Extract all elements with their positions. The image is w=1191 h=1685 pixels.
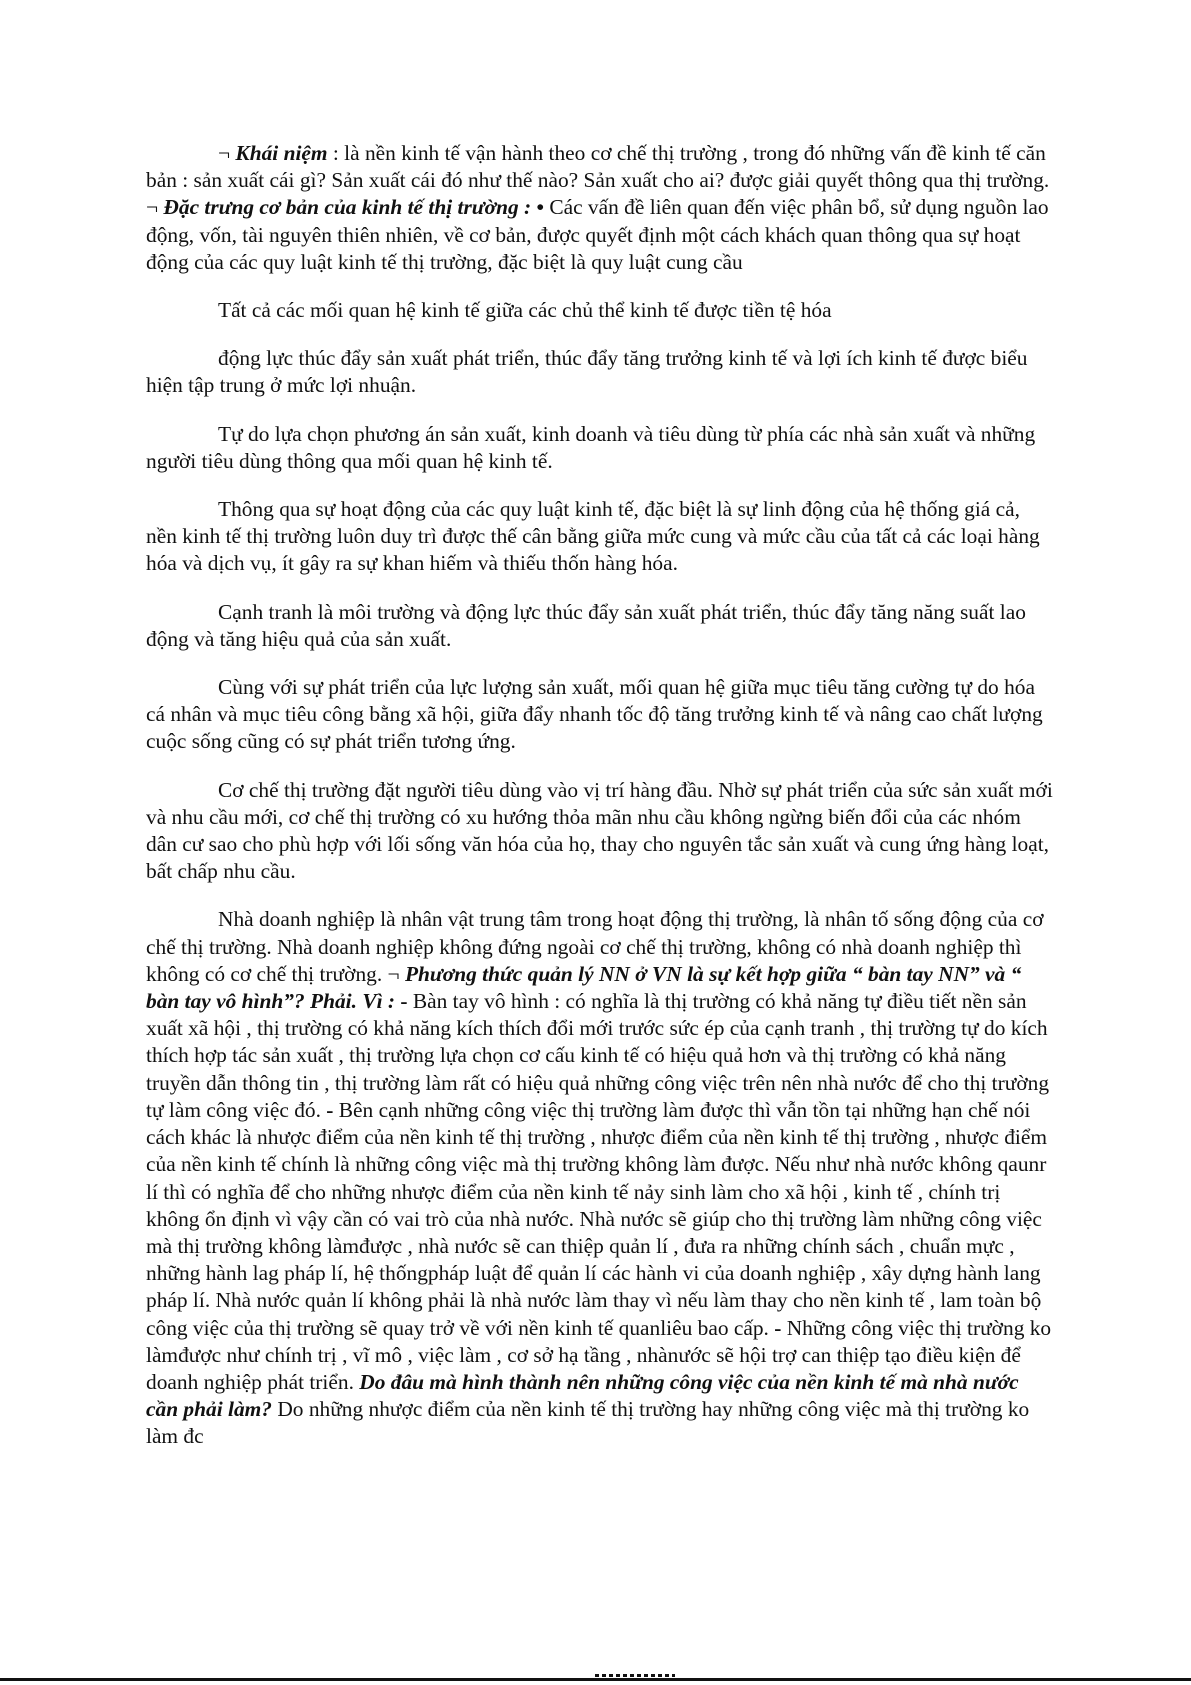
paragraph-7 xyxy=(146,674,1054,756)
document-body xyxy=(146,140,1054,1472)
page-break-mark xyxy=(595,1674,675,1677)
paragraph-4 xyxy=(146,421,1054,475)
text-run: Các vấn đề liên quan đến việc phân bổ, sử dụng nguồn lao động, vốn, tài nguyên thiên nhiên, về cơ bản, được quyết định một cách khách quan thông qua sự hoạt động của các quy luật kinh tế thị trường, đặc biệt là quy luật cung cầu xyxy=(146,195,1049,274)
bullet-mark: • xyxy=(531,195,550,220)
paragraph-2 xyxy=(146,297,1054,324)
text-run: : là nền kinh tế vận hành theo cơ chế thị trường , trong đó những vấn đề kinh tế căn bản : sản xuất cái gì? Sản xuất cái đó như thế nào? Sản xuất cho ai? được giải quyết thông qua thị trường. ¬ xyxy=(146,141,1050,220)
dash-mark: - xyxy=(320,1097,339,1122)
paragraph-3 xyxy=(146,345,1054,399)
text-run: Do những nhược điểm của nền kinh tế thị trường hay những công việc mà thị trường ko làm đc xyxy=(146,1397,1030,1449)
text-run: Bàn tay vô hình : có nghĩa là thị trường có khả năng tự điều tiết nền sản xuất xã hội , thị trường có khả năng kích thích đổi mới trước sức ép của cạnh tranh , thị trường tự do kích thích hợp tác sản xuất , thị trường lựa chọn cơ cấu kinh tế có hiệu quả hơn và thị trường có khả năng truyền dẫn thông tin , thị trường làm rất có hiệu quả những công việc trên nên nhà nước để cho thị trường tự làm công việc đó. xyxy=(146,989,1050,1122)
text-run: động lực thúc đẩy sản xuất phát triển, thúc đẩy tăng trưởng kinh tế và lợi ích kinh tế được biểu hiện tập trung ở mức lợi nhuận. xyxy=(146,346,1028,398)
text-run: Cơ chế thị trường đặt người tiêu dùng vào vị trí hàng đầu. Nhờ sự phát triển của sức sản xuất mới và nhu cầu mới, cơ chế thị trường có xu hướng thỏa mãn nhu cầu không ngừng biến đổi của các nhóm dân cư sao cho phù hợp với lối sống văn hóa của họ, thay cho nguyên tắc sản xuất và cung ứng hàng loạt, bất chấp nhu cầu. xyxy=(146,777,1053,884)
text-run: Cạnh tranh là môi trường và động lực thúc đẩy sản xuất phát triển, thúc đẩy tăng năng suất lao động và tăng hiệu quả của sản xuất. xyxy=(146,599,1026,651)
dash-mark: - xyxy=(768,1315,787,1340)
text-run: Cùng với sự phát triển của lực lượng sản xuất, mối quan hệ giữa mục tiêu tăng cường tự do hóa cá nhân và mục tiêu công bằng xã hội, giữa đẩy nhanh tốc độ tăng trưởng kinh tế và nâng cao chất lượng cuộc sống cũng có sự phát triển tương ứng. xyxy=(146,675,1043,754)
heading-do-dau: Do đâu mà hình thành nên những công việc của nền kinh tế mà nhà nước cần phải làm? xyxy=(146,1369,1019,1422)
text-run: ¬ xyxy=(218,141,236,165)
text-run: Nhà doanh nghiệp là nhân vật trung tâm trong hoạt động thị trường, là nhân tố sống động của cơ chế thị trường. Nhà doanh nghiệp không đứng ngoài cơ chế thị trường, không có nhà doanh nghiệp thì không có cơ chế thị trường. ¬ xyxy=(146,907,1044,986)
text-run: Bên cạnh những công việc thị trường làm được thì vẫn tồn tại những hạn chế nói cách khác là nhược điểm của nền kinh tế thị trường , nhược điểm của nền kinh tế thị trường , nhược điểm của nền kinh tế chính là những công việc mà thị trường không làm được. Nếu như nhà nước không qaunr lí thì có nghĩa để cho những nhược điểm của nền kinh tế nảy sinh làm cho xã hội , kinh tế , chính trị không ổn định vì vậy cần có vai trò của nhà nước. Nhà nước sẽ giúp cho thị trường làm những công việc mà thị trường không làmđược , nhà nước sẽ can thiệp quản lí , đưa ra những chính sách , chuẩn mực , những hành lag pháp lí, hệ thốngpháp luật để quản lí các hành vi của doanh nghiệp , xây dựng hành lang pháp lí. Nhà nước quản lí không phải là nhà nước làm thay vì nếu làm thay cho nền kinh tế , lam toàn bộ công việc của thị trường sẽ quay trở về với nền kinh tế quanliêu bao cấp. xyxy=(146,1097,1047,1340)
text-run: Tự do lựa chọn phương án sản xuất, kinh doanh và tiêu dùng từ phía các nhà sản xuất và những người tiêu dùng thông qua mối quan hệ kinh tế. xyxy=(146,421,1036,473)
page-bottom-rule xyxy=(0,1678,1191,1681)
paragraph-8 xyxy=(146,777,1054,886)
heading-phuong-thuc: Phương thức quản lý NN ở VN là sự kết hợp giữa “ bàn tay NN” và “ bàn tay vô hình”? Phải. Vì : xyxy=(146,961,1022,1014)
dash-mark: - xyxy=(395,989,413,1014)
text-run: Những công việc thị trường ko làmđược như chính trị , vĩ mô , việc làm , cơ sở hạ tầng , nhànước sẽ hội trợ can thiệp tạo điều kiện để doanh nghiệp phát triển. xyxy=(146,1315,1052,1394)
paragraph-6 xyxy=(146,599,1054,653)
paragraph-9 xyxy=(146,906,1054,1450)
paragraph-1 xyxy=(146,140,1054,276)
text-run: Tất cả các mối quan hệ kinh tế giữa các chủ thể kinh tế được tiền tệ hóa xyxy=(218,298,832,323)
text-run: Thông qua sự hoạt động của các quy luật kinh tế, đặc biệt là sự linh động của hệ thống giá cả, nền kinh tế thị trường luôn duy trì được thế cân bằng giữa mức cung và mức cầu của tất cả các loại hàng hóa và dịch vụ, ít gây ra sự khan hiếm và thiếu thốn hàng hóa. xyxy=(146,497,1040,576)
heading-dac-trung: Đặc trưng cơ bản của kinh tế thị trường : xyxy=(163,195,532,220)
heading-khai-niem: Khái niệm xyxy=(235,141,328,165)
paragraph-5 xyxy=(146,496,1054,578)
